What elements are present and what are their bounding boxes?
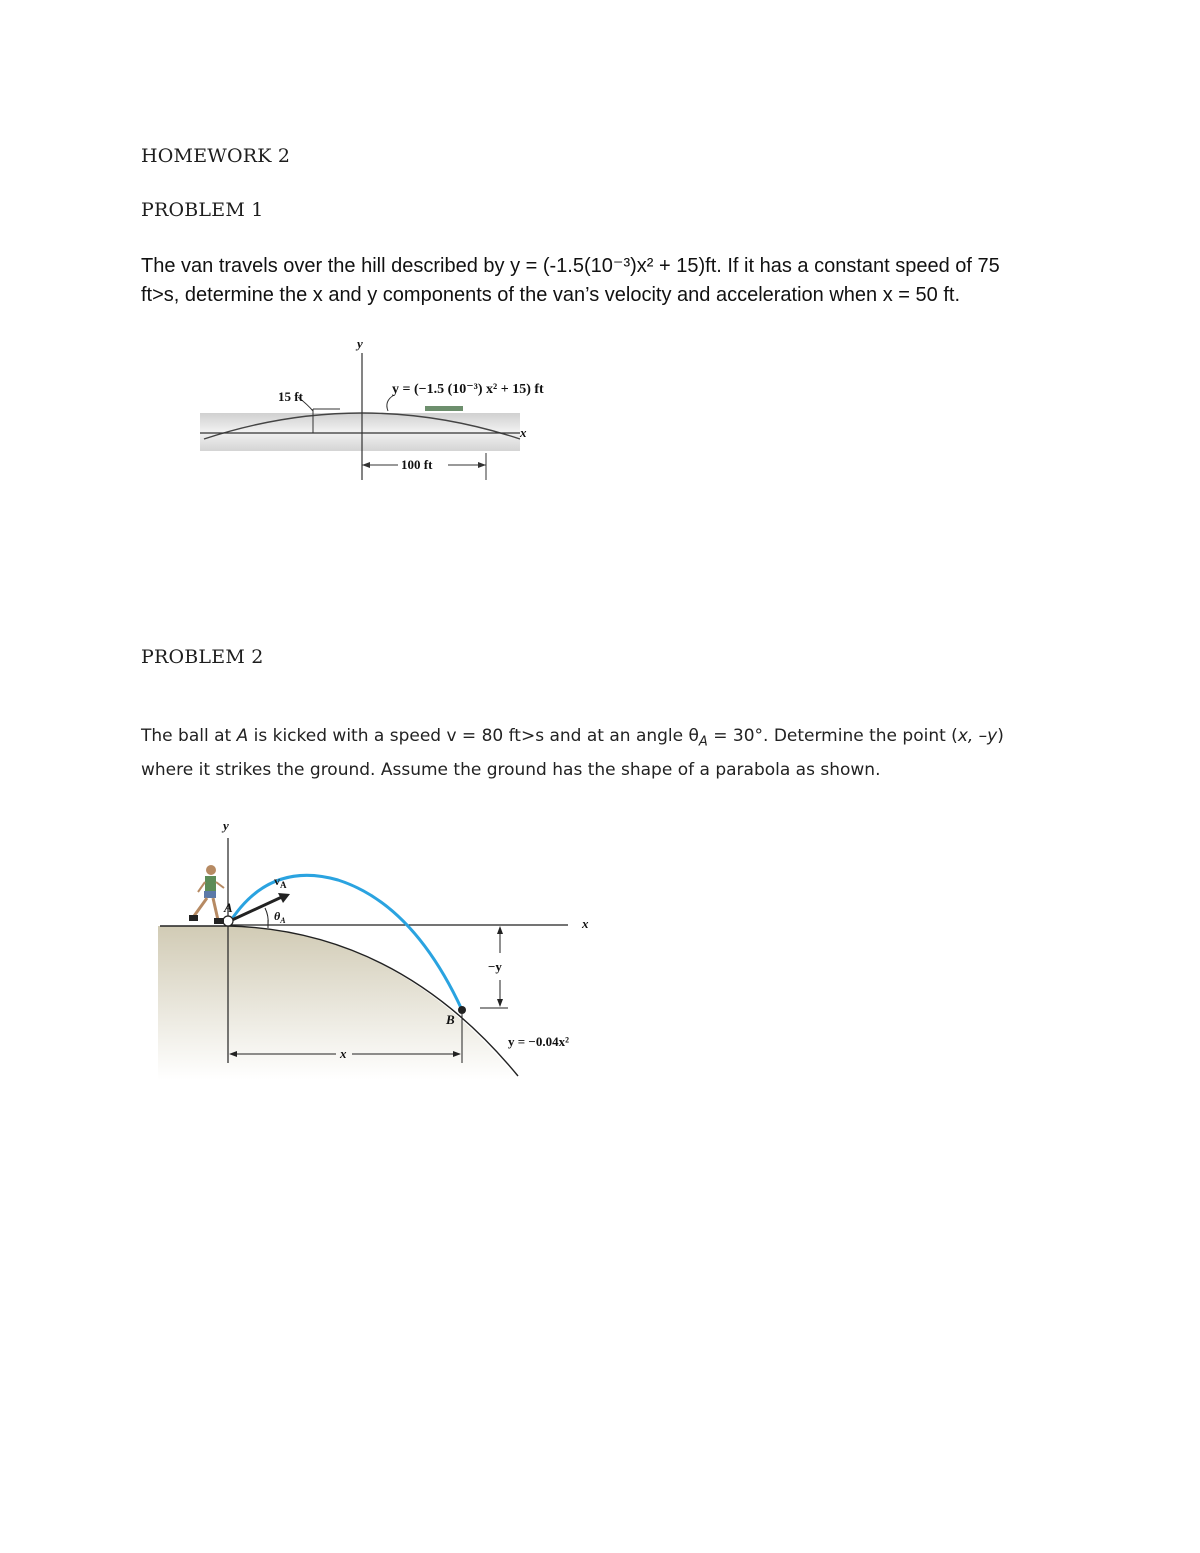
van-icon xyxy=(425,406,463,411)
problem-1-statement xyxy=(141,252,1081,310)
problem-2-heading: PROBLEM 2 xyxy=(141,646,264,668)
equation-label: y = (−1.5 (10⁻³) x² + 15) ft xyxy=(392,382,544,397)
problem-1-line-1: The van travels over the hill described by y = (-1.5(10⁻³)x² + 15)ft. If it has a constant speed of 75 xyxy=(141,255,1000,277)
problem-2-statement xyxy=(141,722,1081,784)
point-a-label: A xyxy=(224,900,233,915)
y-axis-label: y xyxy=(223,818,229,833)
x-axis-label: x xyxy=(520,425,527,440)
neg-y-label: −y xyxy=(488,959,502,974)
hill-figure xyxy=(190,335,590,485)
curve-equation-label: y = −0.04x² xyxy=(508,1034,569,1049)
ball-figure xyxy=(158,808,608,1080)
kicker-figure xyxy=(189,865,224,924)
road-band xyxy=(200,413,520,451)
x-axis-label: x xyxy=(582,916,589,931)
point-b-marker xyxy=(458,1006,466,1014)
y-axis-label: y xyxy=(357,336,363,351)
problem-1-line-2: ft>s, determine the x and y components of the van’s velocity and acceleration when x = 50 ft. xyxy=(141,284,960,306)
velocity-label: $v_A$ xyxy=(274,874,287,890)
x-dimension-label: x xyxy=(340,1046,347,1061)
point-b-label: B xyxy=(446,1012,455,1027)
ball-a xyxy=(223,916,233,926)
ground-fill xyxy=(158,926,518,1080)
problem-2-line-1: The ball at A is kicked with a speed v = 80 ft>s and at an angle $\theta_A = 30^\circ$. Determine the point (x, –y) xyxy=(141,726,1004,750)
height-label: 15 ft xyxy=(278,389,303,404)
problem-2-line-2: where it strikes the ground. Assume the ground has the shape of a parabola as shown. xyxy=(141,760,881,781)
angle-label: $\theta_A$ xyxy=(274,909,286,925)
problem-1-heading: PROBLEM 1 xyxy=(141,199,264,221)
span-label: 100 ft xyxy=(401,457,433,472)
document-title: HOMEWORK 2 xyxy=(141,145,291,167)
